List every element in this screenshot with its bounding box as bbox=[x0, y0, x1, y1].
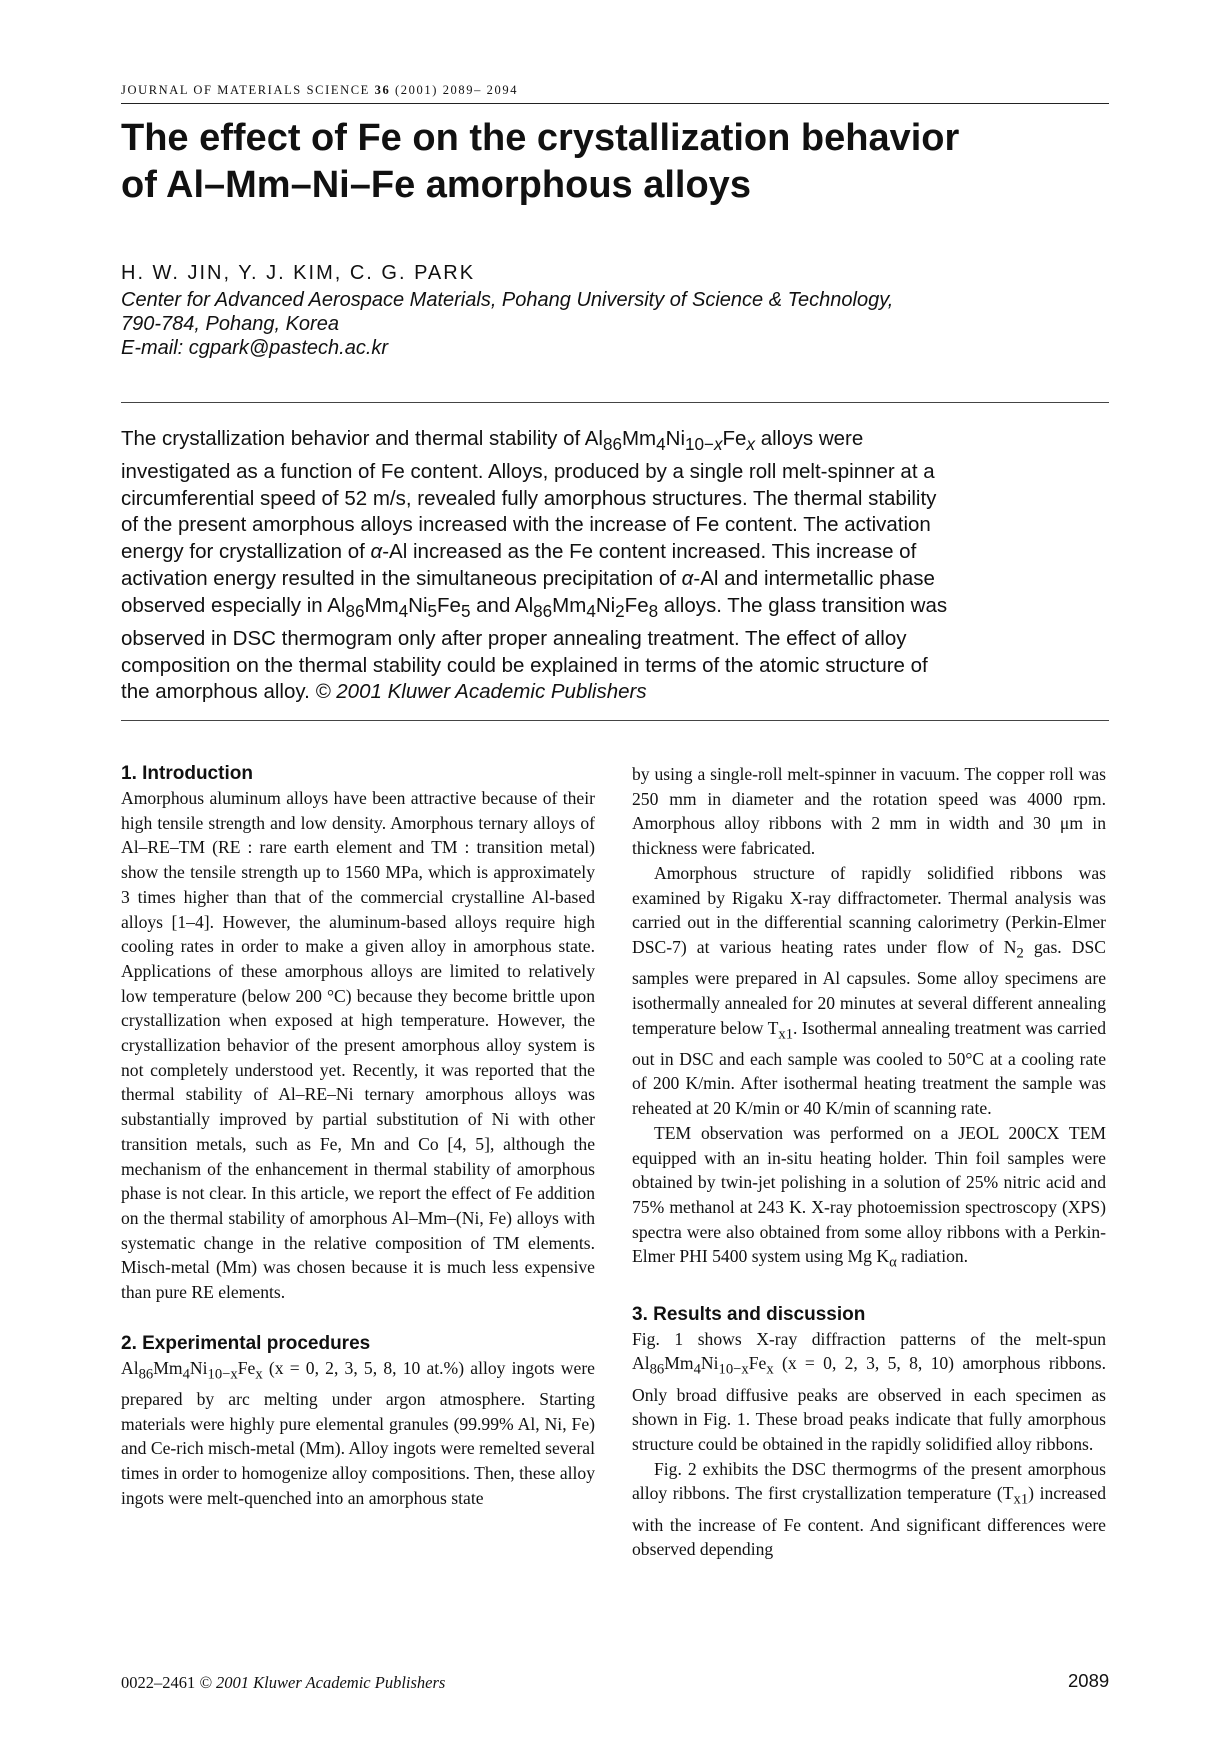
paragraph: Fig. 1 shows X-ray diffraction patterns of the melt-spun $Al_{86}Mm_4Ni_{10-x}Fe_x$ (x = 0, 2, 3, 5, 8, 10) amorphous ribbons. Only broad diffusive peaks are observed in each specimen as shown in Fig. 1. These broad peaks indicate that fully amorphous structure could be obtained in the rapidly solidified alloy ribbons. bbox=[632, 1328, 1106, 1454]
footer-publisher: © 2001 Kluwer Academic Publishers bbox=[199, 1673, 446, 1692]
paragraph: by using a single-roll melt-spinner in vacuum. The copper roll was 250 mm in diameter and the rotation speed was 4000 rpm. Amorphous alloy ribbons with 2 mm in width and 30 μm in thickness were fabricated. bbox=[632, 764, 1106, 859]
abstract-line: investigated as a function of Fe content. Alloys, produced by a single roll melt-spinner at a bbox=[121, 459, 935, 483]
journal-year-pages: (2001) 2089– 2094 bbox=[395, 83, 519, 97]
copyright-notice: © 2001 Kluwer Academic Publishers bbox=[315, 680, 647, 704]
abstract-line: composition on the thermal stability could be explained in terms of the atomic structure of bbox=[121, 653, 928, 677]
abstract-line: circumferential speed of 52 m/s, revealed fully amorphous structures. The thermal stability bbox=[121, 486, 937, 510]
abstract bbox=[121, 426, 1111, 706]
journal-name: JOURNAL OF MATERIALS SCIENCE bbox=[121, 83, 370, 97]
abstract-line: observed in DSC thermogram only after proper annealing treatment. The effect of alloy bbox=[121, 626, 907, 650]
affiliation-line-1: Center for Advanced Aerospace Materials, Pohang University of Science & Technology, bbox=[121, 289, 894, 311]
paragraph: Amorphous structure of rapidly solidified ribbons was examined by Rigaku X-ray diffractometer. Thermal analysis was carried out in the differential scanning calorimetry (Perkin-Elmer DSC-7) at various heating rates under flow of $N_2$ gas. DSC samples were prepared in Al capsules. Some alloy specimens are isothermally annealed for 20 minutes at several different annealing temperature below $T_{x1}$. Isothermal annealing treatment was carried out in DSC and each sample was cooled to 50°C at a cooling rate of 200 K/min. After isothermal heating treatment the sample was reheated at 20 K/min or 40 K/min of scanning rate. bbox=[632, 862, 1106, 1119]
journal-volume: 36 bbox=[374, 83, 391, 97]
abstract-line: observed especially in $Al_{86}Mm_4Ni_5Fe_5$ and $Al_{86}Mm_4Ni_2Fe_8$ alloys. The glass transition was bbox=[121, 593, 948, 621]
footer-issn: 0022–2461 © 2001 Kluwer Academic Publishers bbox=[121, 1673, 446, 1692]
page-number: 2089 bbox=[1068, 1670, 1110, 1691]
section-heading-experimental: 2. Experimental procedures bbox=[121, 1332, 371, 1354]
paragraph: TEM observation was performed on a JEOL 200CX TEM equipped with an in-situ heating holder. Thin foil samples were obtained by twin-jet polishing in a solution of 25% nitric acid and 75% methanol at 243 K. X-ray photoemission spectroscopy (XPS) spectra were also obtained from some alloy ribbons with a Perkin-Elmer PHI 5400 system using Mg $K_\alpha$ radiation. bbox=[632, 1122, 1106, 1271]
title-line-2: of Al–Mm–Ni–Fe amorphous alloys bbox=[121, 164, 751, 206]
abstract-line: the amorphous alloy. © 2001 Kluwer Academic Publishers bbox=[121, 680, 647, 704]
abstract-line: of the present amorphous alloys increased with the increase of Fe content. The activation bbox=[121, 513, 931, 537]
authors: H. W. JIN, Y. J. KIM, C. G. PARK bbox=[121, 262, 476, 284]
right-column bbox=[632, 762, 1106, 1562]
paragraph: Amorphous aluminum alloys have been attractive because of their high tensile strength and low density. Amorphous ternary alloys of Al–RE–TM (RE : rare earth element and TM : transition metal) show the tensile strength up to 1560 MPa, which is approximately 3 times higher than that of the commercial crystalline Al-based alloys [1–4]. However, the aluminum-based alloys require high cooling rates in order to make a given alloy in amorphous state. Applications of these amorphous alloys are limited to relatively low temperature (below 200 °C) because they become brittle upon crystallization when exposed at high temperature. However, the crystallization behavior of the present amorphous alloy system is not completely understood yet. Recently, it was reported that the thermal stability of Al–RE–Ni ternary amorphous alloys was substantially improved by partial substitution of Ni with other transition metals, such as Fe, Mn and Co [4, 5], although the mechanism of the enhancement in thermal stability of amorphous phase is not clear. In this article, we report the effect of Fe addition on the thermal stability of amorphous Al–Mm–(Ni, Fe) alloys with systematic change in the relative composition of TM elements. Misch-metal (Mm) was chosen because it is much less expensive than pure RE elements. bbox=[121, 788, 595, 1303]
title-line-1: The effect of Fe on the crystallization behavior bbox=[121, 117, 960, 159]
paper-title bbox=[121, 115, 1111, 209]
abstract-bottom-rule bbox=[121, 720, 1109, 721]
journal-header bbox=[121, 83, 1111, 98]
left-column bbox=[121, 762, 595, 1511]
paragraph: $Al_{86}Mm_4Ni_{10-x}Fe_x$ (x = 0, 2, 3, 5, 8, 10 at.%) alloy ingots were prepared by arc melting under argon atmosphere. Starting materials were highly pure elemental granules (99.99% Al, Ni, Fe) and Ce-rich misch-metal (Mm). Alloy ingots were remelted several times in order to homogenize alloy compositions. Then, these alloy ingots were melt-quenched into an amorphous state bbox=[121, 1357, 595, 1508]
paragraph: Fig. 2 exhibits the DSC thermogrms of the present amorphous alloy ribbons. The first crystallization temperature $(T_{x1})$ increased with the increase of Fe content. And significant differences were observed depending bbox=[632, 1458, 1106, 1560]
abstract-line: The crystallization behavior and thermal stability of $Al_{86}Mm_4Ni_{10-x}Fe_x$ alloys were bbox=[121, 427, 864, 455]
affiliation-line-2: 790-784, Pohang, Korea bbox=[121, 313, 339, 335]
abstract-top-rule bbox=[121, 402, 1109, 403]
affiliation-email: E-mail: cgpark@pastech.ac.kr bbox=[121, 337, 389, 359]
header-rule bbox=[121, 103, 1109, 104]
section-heading-results: 3. Results and discussion bbox=[632, 1303, 866, 1325]
abstract-line: activation energy resulted in the simultaneous precipitation of α-Al and intermetallic phase bbox=[121, 567, 935, 591]
abstract-line: energy for crystallization of α-Al increased as the Fe content increased. This increase of bbox=[121, 540, 917, 564]
section-heading-introduction: 1. Introduction bbox=[121, 763, 253, 784]
affiliation bbox=[121, 288, 1111, 360]
